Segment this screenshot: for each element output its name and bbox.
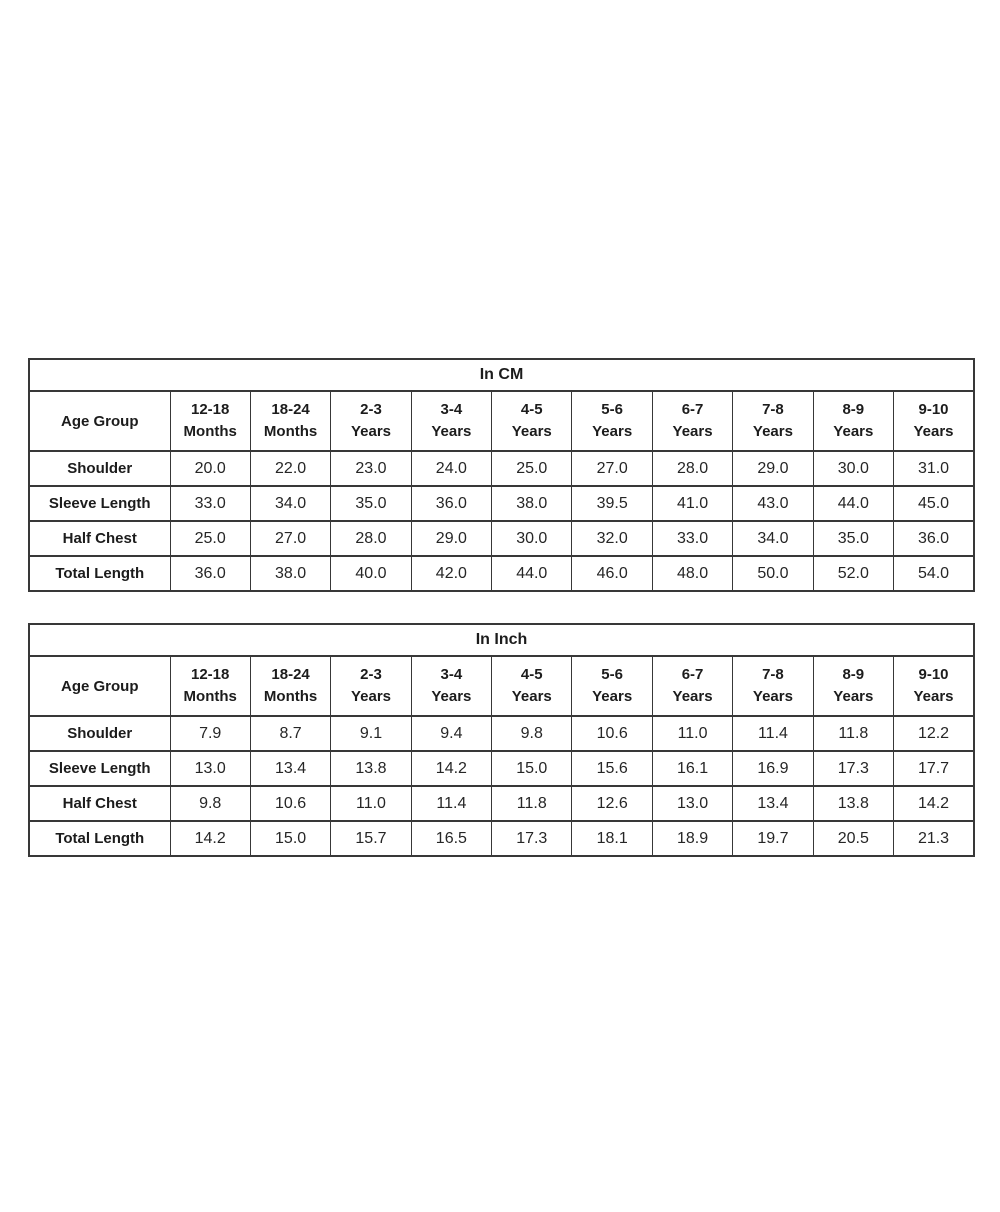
measurement-row [29,521,974,556]
age-range-text: 6-7 [681,666,704,683]
size-value: 13.8 [331,751,411,786]
age-unit-text: Years [350,423,391,440]
age-range-text: 12-18 [191,666,230,683]
size-value: 29.0 [411,521,491,556]
table-title-row [29,624,974,656]
size-value: 15.0 [250,821,330,856]
size-value: 11.4 [411,786,491,821]
age-column-header [813,656,893,716]
size-value: 16.9 [733,751,813,786]
size-value: 19.7 [733,821,813,856]
size-value: 22.0 [250,451,330,486]
measurement-row [29,451,974,486]
size-value: 33.0 [170,486,250,521]
measurement-label: Total Length [29,821,170,856]
size-value: 16.5 [411,821,491,856]
age-range-text: 5-6 [601,666,623,683]
age-column-header [492,656,572,716]
size-value: 11.8 [492,786,572,821]
age-column-header [250,391,330,451]
size-value: 11.0 [331,786,411,821]
size-table-inch [28,623,975,857]
size-value: 36.0 [411,486,491,521]
size-value: 48.0 [652,556,732,591]
age-range-text: 5-6 [601,401,623,418]
age-column-header [250,656,330,716]
age-range-text: 2-3 [360,666,382,683]
size-value: 14.2 [894,786,974,821]
size-value: 14.2 [411,751,491,786]
size-value: 40.0 [331,556,411,591]
size-value: 20.5 [813,821,893,856]
age-unit-text: Years [350,688,391,705]
size-value: 35.0 [813,521,893,556]
age-column-header [170,391,250,451]
size-value: 41.0 [652,486,732,521]
age-unit-text: Years [833,688,874,705]
age-column-header [331,656,411,716]
age-range-text: 6-7 [681,401,704,418]
size-value: 34.0 [733,521,813,556]
age-range-text: 12-18 [191,401,230,418]
age-unit-text: Years [511,423,552,440]
size-value: 45.0 [894,486,974,521]
size-value: 9.4 [411,716,491,751]
age-range-text: 18-24 [271,401,310,418]
size-value: 15.7 [331,821,411,856]
age-range-text: 4-5 [520,401,543,418]
age-column-header [733,391,813,451]
age-unit-text: Years [913,423,954,440]
size-value: 17.7 [894,751,974,786]
size-value: 50.0 [733,556,813,591]
age-range-text: 7-8 [762,401,784,418]
size-value: 13.0 [652,786,732,821]
size-value: 12.6 [572,786,652,821]
size-value: 38.0 [492,486,572,521]
size-value: 33.0 [652,521,732,556]
size-value: 9.1 [331,716,411,751]
size-value: 52.0 [813,556,893,591]
age-range-text: 2-3 [360,401,382,418]
age-range-text: 8-9 [842,401,865,418]
size-value: 43.0 [733,486,813,521]
measurement-label: Shoulder [29,451,170,486]
size-value: 18.1 [572,821,652,856]
age-unit-text: Years [913,688,954,705]
age-column-header [492,391,572,451]
age-unit-text: Years [752,688,793,705]
age-unit-text: Years [431,423,472,440]
size-value: 25.0 [492,451,572,486]
age-column-header [894,656,974,716]
age-unit-text: Months [263,423,318,440]
age-unit-text: Years [833,423,874,440]
size-value: 7.9 [170,716,250,751]
age-column-header [411,391,491,451]
size-value: 27.0 [572,451,652,486]
size-value: 32.0 [572,521,652,556]
age-column-header [813,391,893,451]
size-value: 42.0 [411,556,491,591]
age-unit-text: Months [263,688,318,705]
age-unit-text: Years [752,423,793,440]
size-value: 54.0 [894,556,974,591]
size-value: 17.3 [813,751,893,786]
age-unit-text: Years [592,423,633,440]
size-value: 28.0 [652,451,732,486]
size-value: 15.0 [492,751,572,786]
size-value: 44.0 [813,486,893,521]
age-column-header [894,391,974,451]
size-value: 12.2 [894,716,974,751]
age-range-text: 9-10 [918,666,949,683]
size-value: 36.0 [170,556,250,591]
size-value: 29.0 [733,451,813,486]
age-column-header [652,391,732,451]
size-value: 8.7 [250,716,330,751]
size-value: 13.8 [813,786,893,821]
size-value: 25.0 [170,521,250,556]
age-column-header [411,656,491,716]
age-group-header-row [29,656,974,716]
age-unit-text: Years [431,688,472,705]
size-value: 31.0 [894,451,974,486]
size-value: 9.8 [170,786,250,821]
age-range-text: 3-4 [440,666,463,683]
size-value: 17.3 [492,821,572,856]
age-range-text: 3-4 [440,401,463,418]
age-range-text: 8-9 [842,666,865,683]
measurement-row [29,821,974,856]
size-value: 38.0 [250,556,330,591]
age-unit-text: Years [672,688,713,705]
size-value: 27.0 [250,521,330,556]
age-group-header-row [29,391,974,451]
table-title-row [29,359,974,391]
size-value: 28.0 [331,521,411,556]
size-value: 30.0 [813,451,893,486]
size-value: 9.8 [492,716,572,751]
size-value: 13.4 [733,786,813,821]
measurement-row [29,716,974,751]
age-unit-text: Months [183,688,237,705]
size-value: 11.8 [813,716,893,751]
measurement-row [29,786,974,821]
measurement-label: Half Chest [29,786,170,821]
size-value: 14.2 [170,821,250,856]
age-unit-text: Years [672,423,713,440]
size-table-cm [28,358,975,592]
size-value: 18.9 [652,821,732,856]
age-column-header [170,656,250,716]
age-unit-text: Years [511,688,552,705]
size-value: 20.0 [170,451,250,486]
age-range-text: 4-5 [520,666,543,683]
age-unit-text: Months [183,423,237,440]
measurement-row [29,486,974,521]
measurement-row [29,751,974,786]
size-value: 39.5 [572,486,652,521]
measurement-label: Sleeve Length [29,486,170,521]
measurement-label: Sleeve Length [29,751,170,786]
size-value: 13.4 [250,751,330,786]
size-value: 30.0 [492,521,572,556]
table-title: In CM [29,359,974,391]
measurement-row [29,556,974,591]
age-column-header [733,656,813,716]
size-value: 23.0 [331,451,411,486]
size-value: 46.0 [572,556,652,591]
measurement-label: Shoulder [29,716,170,751]
age-unit-text: Years [592,688,633,705]
size-value: 10.6 [572,716,652,751]
size-value: 10.6 [250,786,330,821]
age-column-header [572,656,652,716]
size-value: 15.6 [572,751,652,786]
age-range-text: 9-10 [918,401,949,418]
table-title: In Inch [29,624,974,656]
size-value: 16.1 [652,751,732,786]
size-value: 11.4 [733,716,813,751]
size-value: 34.0 [250,486,330,521]
size-value: 36.0 [894,521,974,556]
age-column-header [652,656,732,716]
age-group-corner-label: Age Group [29,391,170,451]
size-value: 13.0 [170,751,250,786]
age-range-text: 18-24 [271,666,310,683]
size-value: 21.3 [894,821,974,856]
measurement-label: Half Chest [29,521,170,556]
age-column-header [331,391,411,451]
size-value: 35.0 [331,486,411,521]
size-value: 44.0 [492,556,572,591]
measurement-label: Total Length [29,556,170,591]
size-value: 24.0 [411,451,491,486]
size-value: 11.0 [652,716,732,751]
age-column-header [572,391,652,451]
age-group-corner-label: Age Group [29,656,170,716]
age-range-text: 7-8 [762,666,784,683]
